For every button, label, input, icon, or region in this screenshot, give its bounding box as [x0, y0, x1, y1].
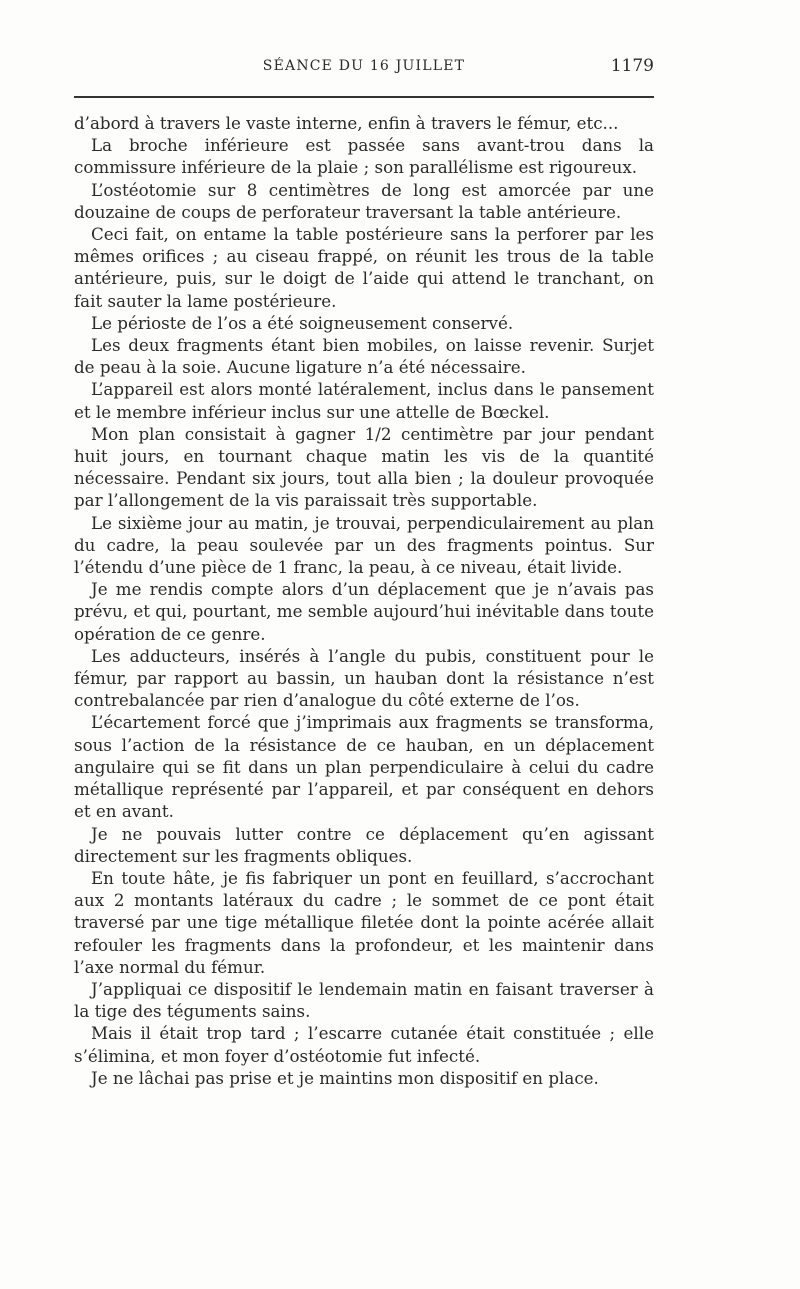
running-title: SÉANCE DU 16 JUILLET	[262, 58, 466, 74]
paragraph-8: Mon plan consistait à gagner 1/2 centimètre par jour pendant huit jours, en tournant chaque matin les vis de la quantité nécessaire. Pendant six jours, tout alla bien ; la douleur provoquée par l’allongement de la vis paraissait très supportable.	[74, 423, 654, 511]
paragraph-11: Les adducteurs, insérés à l’angle du pubis, constituent pour le fémur, par rapport au bassin, un hauban dont la résistance n’est contrebalancée par rien d’analogue du côté externe de l’os.	[74, 645, 654, 711]
paragraph-13: Je ne pouvais lutter contre ce déplacement qu’en agissant directement sur les fragments obliques.	[74, 823, 654, 866]
paragraph-7: L’appareil est alors monté latéralement, inclus dans le pansement et le membre inférieur inclus sur une attelle de Bœckel.	[74, 379, 654, 422]
paragraph-5: Le périoste de l’os a été soigneusement conservé.	[91, 312, 514, 333]
paragraph-16: Mais il était trop tard ; l’escarre cutanée était constituée ; elle s’élimina, et mon foyer d’ostéotomie fut infecté.	[74, 1023, 654, 1066]
paragraph-10: Je me rendis compte alors d’un déplacement que je n’avais pas prévu, et qui, pourtant, me semble aujourd’hui inévitable dans toute opération de ce genre.	[74, 579, 654, 644]
running-header	[74, 58, 654, 82]
paragraph-17: Je ne lâchai pas prise et je maintins mon dispositif en place.	[91, 1067, 599, 1088]
paragraph-9: Le sixième jour au matin, je trouvai, perpendiculairement au plan du cadre, la peau soulevée par un des fragments pointus. Sur l’étendu d’une pièce de 1 franc, la peau, à ce niveau, était livide.	[74, 512, 654, 578]
page-number: 1179	[610, 56, 654, 76]
paragraph-1: d’abord à travers le vaste interne, enfin à travers le fémur, etc...	[74, 113, 619, 133]
paragraph-12: L’écartement forcé que j’imprimais aux fragments se transforma, sous l’action de la résistance de ce hauban, en un déplacement angulaire qui se fit dans un plan perpendiculaire à celui du cadre métallique représenté par l’appareil, et par conséquent en dehors et en avant.	[74, 712, 654, 822]
paragraph-6: Les deux fragments étant bien mobiles, on laisse revenir. Surjet de peau à la soie. Aucune ligature n’a été nécessaire.	[74, 335, 654, 378]
paragraph-15: J’appliquai ce dispositif le lendemain matin en faisant traverser à la tige des téguments sains.	[74, 978, 654, 1022]
paragraph-2: La broche inférieure est passée sans avant-trou dans la commissure inférieure de la plaie ; son parallélisme est rigoureux.	[74, 135, 654, 178]
paragraph-4: Ceci fait, on entame la table postérieure sans la perforer par les mêmes orifices ; au ciseau frappé, on réunit les trous de la table antérieure, puis, sur le doigt de l’aide qui attend le tranchant, on fait sauter la lame postérieure.	[74, 224, 654, 311]
header-rule	[74, 96, 654, 98]
paragraph-14: En toute hâte, je fis fabriquer un pont en feuillard, s’accrochant aux 2 montants latéraux du cadre ; le sommet de ce pont était traversé par une tige métallique filetée dont la pointe acérée allait refouler les fragments dans la profondeur, et les maintenir dans l’axe normal du fémur.	[74, 867, 654, 977]
body-text	[74, 112, 654, 1089]
paragraph-3: L’ostéotomie sur 8 centimètres de long est amorcée par une douzaine de coups de perforateur traversant la table antérieure.	[74, 179, 654, 222]
